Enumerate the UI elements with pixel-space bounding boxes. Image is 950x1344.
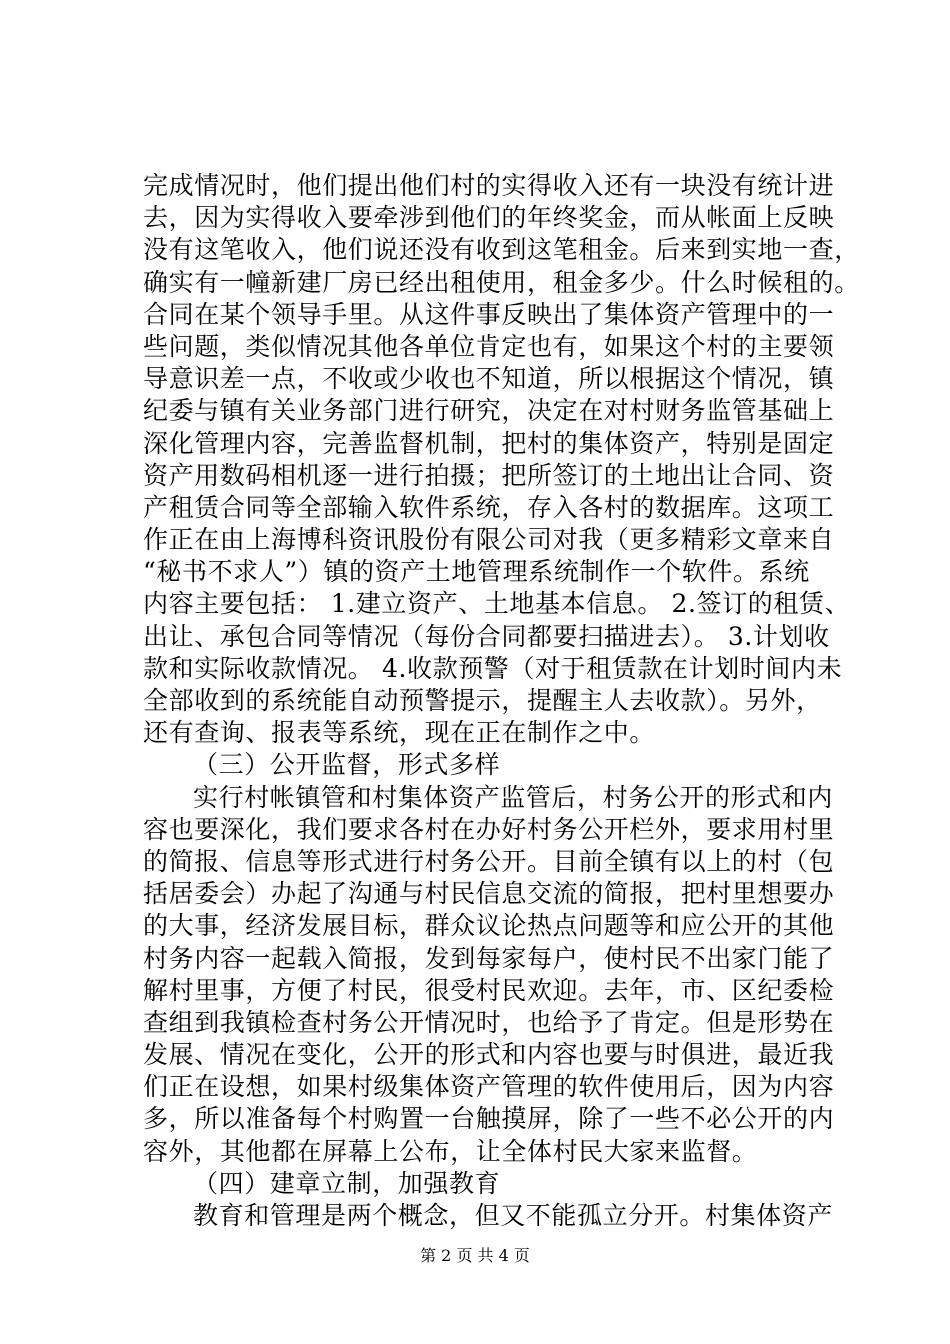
text-line: 完成情况时，他们提出他们村的实得收入还有一块没有统计进 (143, 171, 835, 200)
text-line: 村务内容一起载入简报，发到每家每户，使村民不出家门能了 (143, 943, 835, 973)
text-line: 全部收到的系统能自动预警提示，提醒主人去收款）。另外， (143, 686, 822, 715)
text-line: 的简报、信息等形式进行村务公开。目前全镇有以上的村（包 (143, 846, 835, 876)
text-line: 多，所以准备每个村购置一台触摸屏，除了一些不必公开的内 (143, 1104, 835, 1134)
text-line: 们正在设想，如果村级集体资产管理的软件使用后，因为内容 (143, 1072, 835, 1102)
text-line: 发展、情况在变化，公开的形式和内容也要与时俱进，最近我 (143, 1040, 835, 1070)
text-line: 纪委与镇有关业务部门进行研究，决定在对村财务监管基础上 (143, 396, 835, 426)
text-line: 还有查询、报表等系统，现在正在制作之中。 (143, 718, 656, 748)
text-line: 深化管理内容，完善监督机制，把村的集体资产，特别是固定 (143, 428, 835, 458)
text-line: 去，因为实得收入要牵涉到他们的年终奖金，而从帐面上反映 (143, 203, 835, 233)
text-line: 导意识差一点，不收或少收也不知道，所以根据这个情况，镇 (143, 364, 835, 394)
text-line: 的大事，经济发展目标，群众议论热点问题等和应公开的其他 (143, 911, 835, 941)
section-heading: （四）建章立制，加强教育 (193, 1168, 501, 1198)
text-line: 些问题，类似情况其他各单位肯定也有，如果这个村的主要领 (143, 331, 835, 361)
text-line: “秘书不求人”）镇的资产土地管理系统制作一个软件。系统 (143, 557, 810, 587)
text-line: 查组到我镇检查村务公开情况时，也给予了肯定。但是形势在 (143, 1007, 835, 1037)
text-line: 没有这笔收入，他们说还没有收到这笔租金。后来到实地一查， (143, 235, 860, 265)
text-line: 括居委会）办起了沟通与村民信息交流的简报，把村里想要办 (143, 879, 835, 909)
text-line: 内容主要包括： 1.建立资产、土地基本信息。 2.签订的租赁、 (143, 589, 851, 619)
text-line: 合同在某个领导手里。从这件事反映出了集体资产管理中的一 (143, 299, 835, 329)
text-line: 实行村帐镇管和村集体资产监管后，村务公开的形式和内 (193, 782, 834, 812)
text-line: 确实有一幢新建厂房已经出租使用，租金多少。什么时候租的。 (143, 267, 860, 297)
text-line: 容也要深化，我们要求各村在办好村务公开栏外，要求用村里 (143, 814, 835, 844)
section-heading: （三）公开监督，形式多样 (193, 750, 501, 780)
text-line: 资产用数码相机逐一进行拍摄；把所签订的土地出让合同、资 (143, 460, 835, 490)
text-line: 作正在由上海博科资讯股份有限公司对我（更多精彩文章来自 (143, 525, 835, 555)
text-line: 款和实际收款情况。 4.收款预警（对于租赁款在计划时间内未 (143, 653, 843, 683)
text-line: 容外，其他都在屏幕上公布，让全体村民大家来监督。 (143, 1136, 758, 1166)
text-line: 解村里事，方便了村民，很受村民欢迎。去年，市、区纪委检 (143, 975, 835, 1005)
page-number-label: 第 2 页 共 4 页 (420, 1246, 530, 1265)
body-text (143, 170, 863, 1232)
text-line: 产租赁合同等全部输入软件系统，存入各村的数据库。这项工 (143, 492, 835, 522)
text-line: 出让、承包合同等情况（每份合同都要扫描进去）。 3.计划收 (143, 621, 830, 651)
page-footer (0, 1246, 950, 1266)
text-line: 教育和管理是两个概念，但又不能孤立分开。村集体资产 (193, 1201, 834, 1230)
